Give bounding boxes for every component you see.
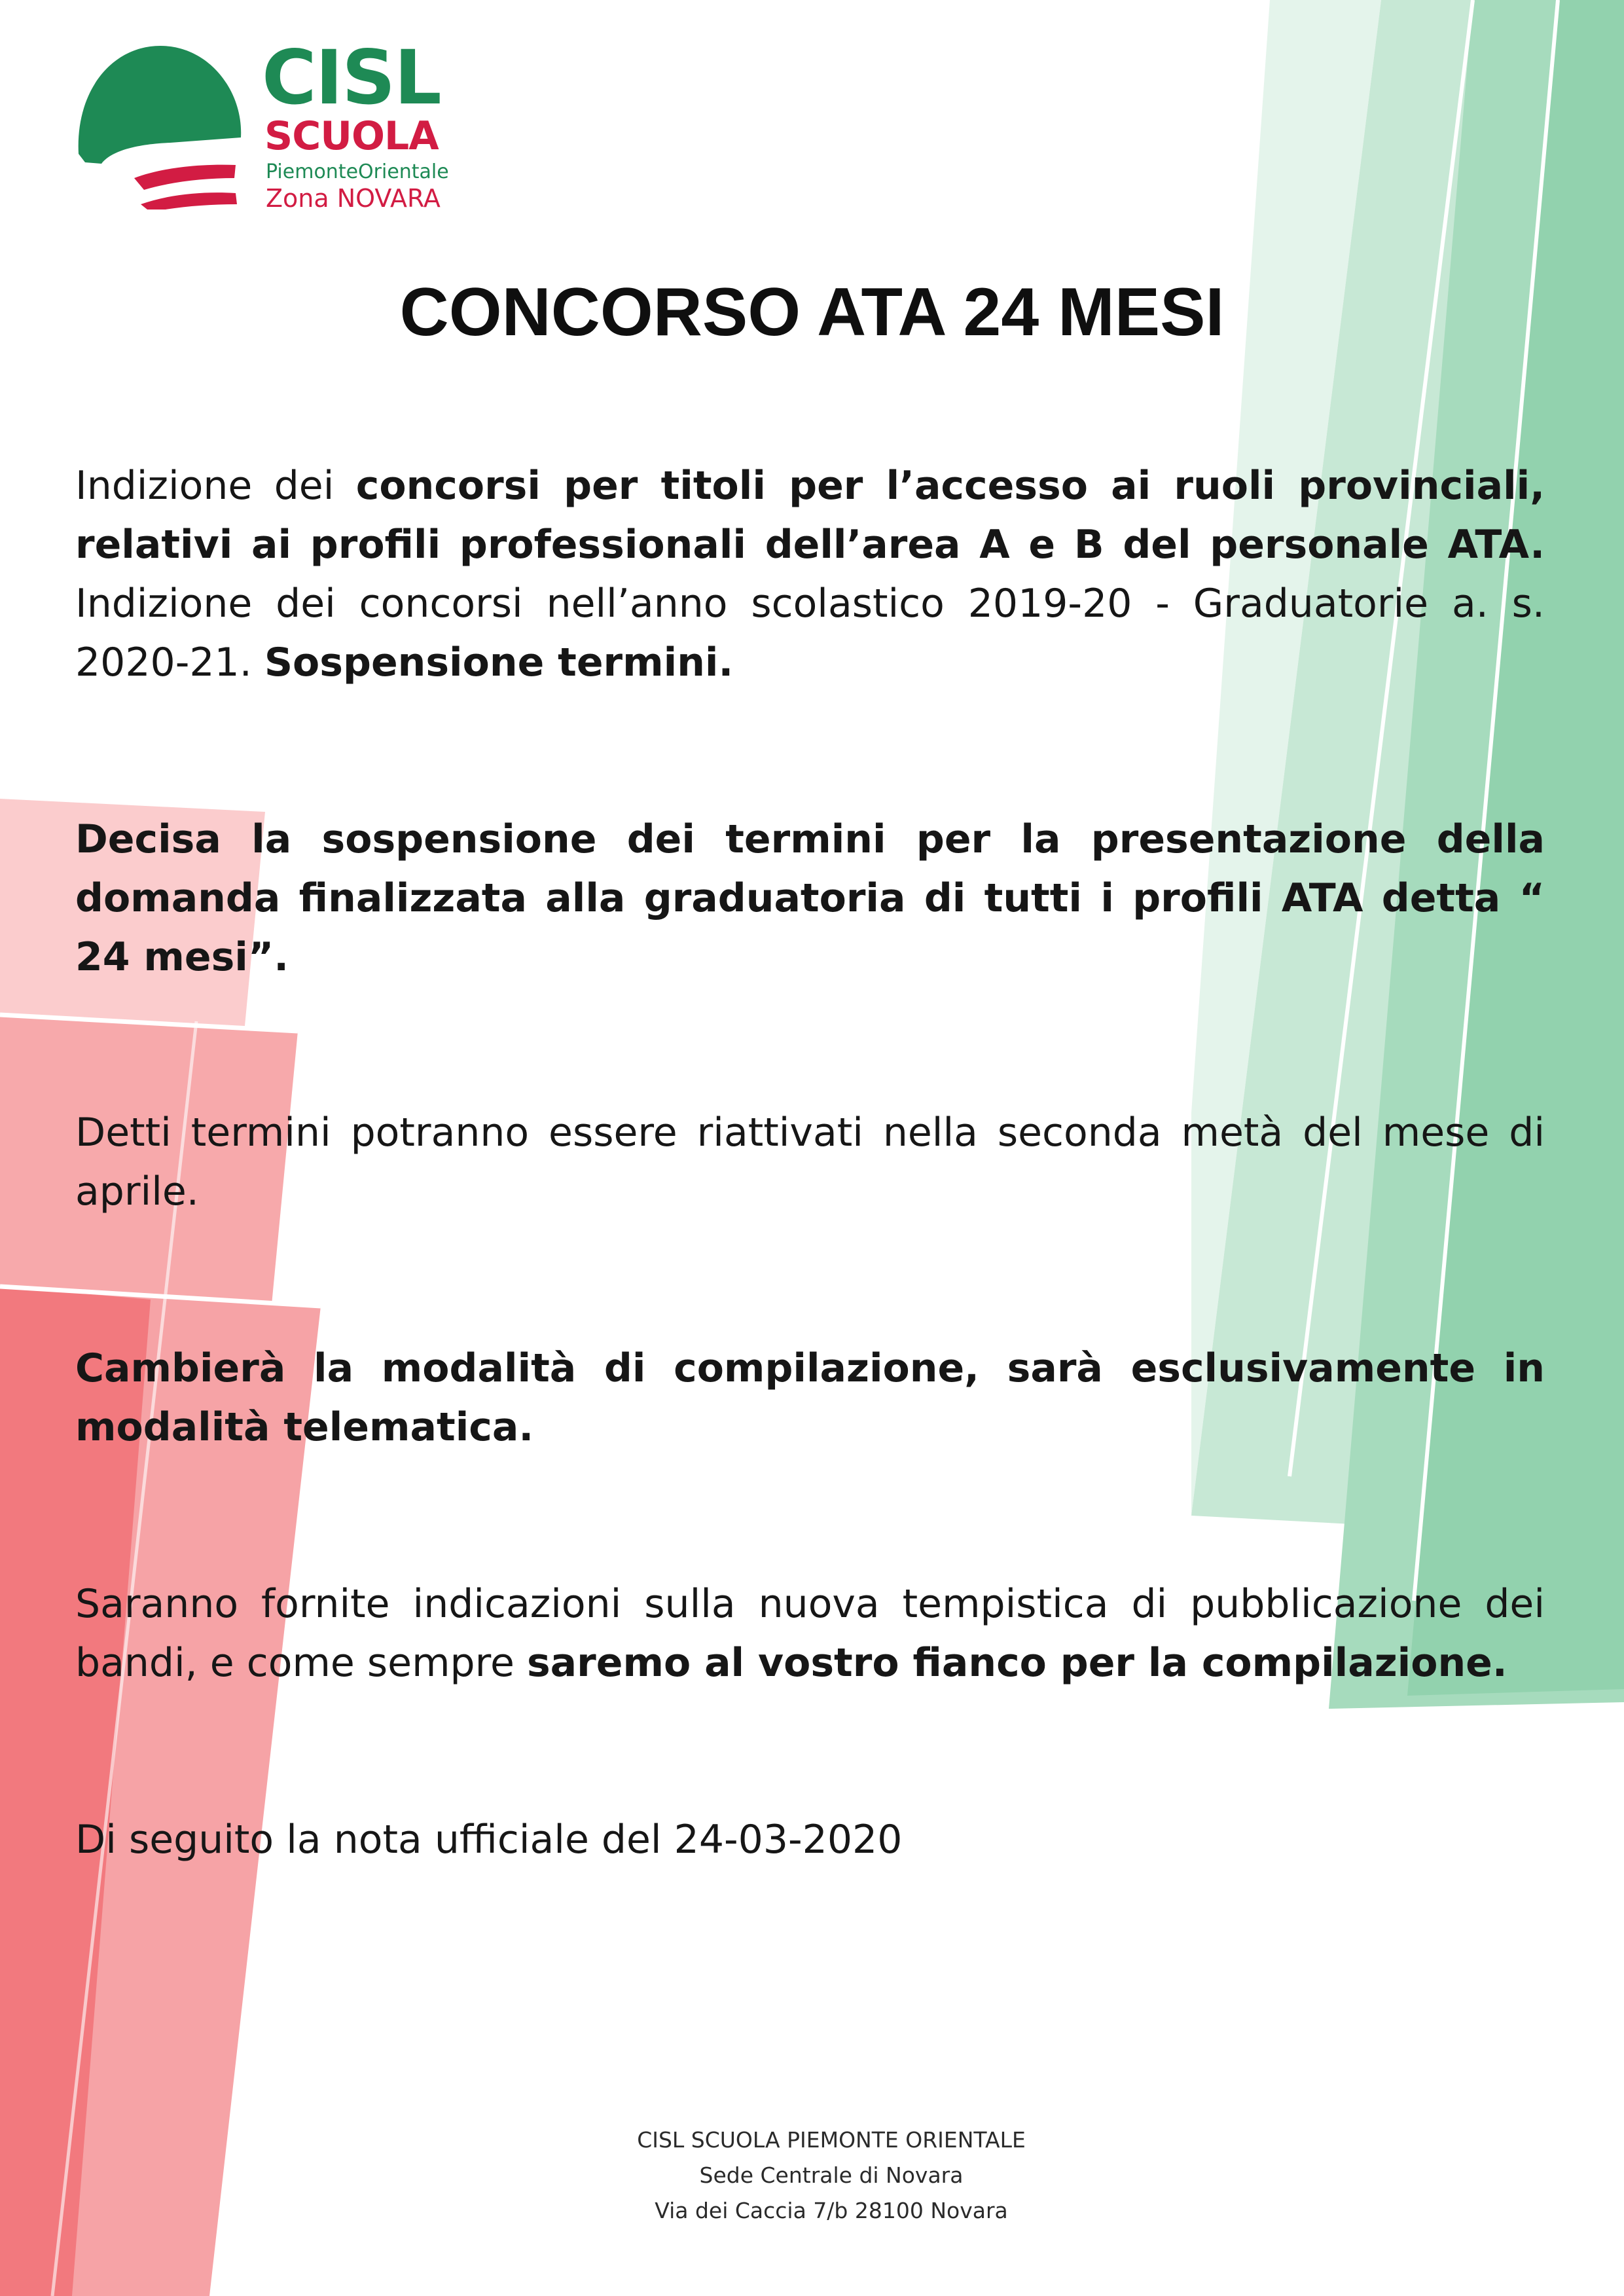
footer-office: Sede Centrale di Novara [699,2162,964,2188]
paragraph-sospensione [75,810,1545,987]
paragraph-nota-ufficiale [75,1810,1545,1869]
paragraph-bold: Cambierà la modalità di compilazione, sarà esclusivamente in modalità telematica. [75,1345,1545,1450]
paragraph-text: Di seguito la nota ufficiale del 24-03-2020 [75,1817,903,1863]
paragraph-bold: concorsi per titoli per l’accesso ai ruoli provinciali, relativi ai profili professionali dell’area A e B del personale ATA. [75,463,1545,568]
paragraph-riattivazione [75,1103,1545,1221]
footer-address [0,2123,1624,2229]
logo-zone-text: Zona NOVARA [266,184,441,213]
paragraph-text: Saranno fornite indicazioni sulla nuova tempistica di pubblicazione dei bandi, e come sempre [75,1581,1545,1686]
paragraph-bold: saremo al vostro fianco per la compilazione. [526,1640,1507,1686]
paragraph-indicazioni [75,1575,1545,1692]
cisl-scuola-logo [72,33,491,223]
logo-scuola-text: SCUOLA [264,113,439,159]
cisl-logo-mark-icon [72,33,249,210]
paragraph-bold: Decisa la sospensione dei termini per la presentazione della domanda finalizzata alla graduatoria di tutti i profili ATA detta “ 24 mesi”. [75,816,1545,980]
paragraph-modalita [75,1339,1545,1457]
paragraph-indizione [75,456,1545,692]
footer-street: Via dei Caccia 7/b 28100 Novara [655,2198,1008,2223]
paragraph-text: Indizione dei [75,463,356,509]
paragraph-text: Indizione dei concorsi nell’anno scolastico 2019-20 - Graduatorie a. s. 2020-21. [75,581,1545,685]
logo-region-text: PiemonteOrientale [266,160,449,183]
paragraph-bold: Sospensione termini. [264,640,734,685]
logo-cisl-text: CISL [262,34,441,121]
page-title: CONCORSO ATA 24 MESI [399,274,1225,350]
footer-organization: CISL SCUOLA PIEMONTE ORIENTALE [637,2127,1026,2153]
paragraph-text: Detti termini potranno essere riattivati nella seconda metà del mese di aprile. [75,1110,1545,1214]
